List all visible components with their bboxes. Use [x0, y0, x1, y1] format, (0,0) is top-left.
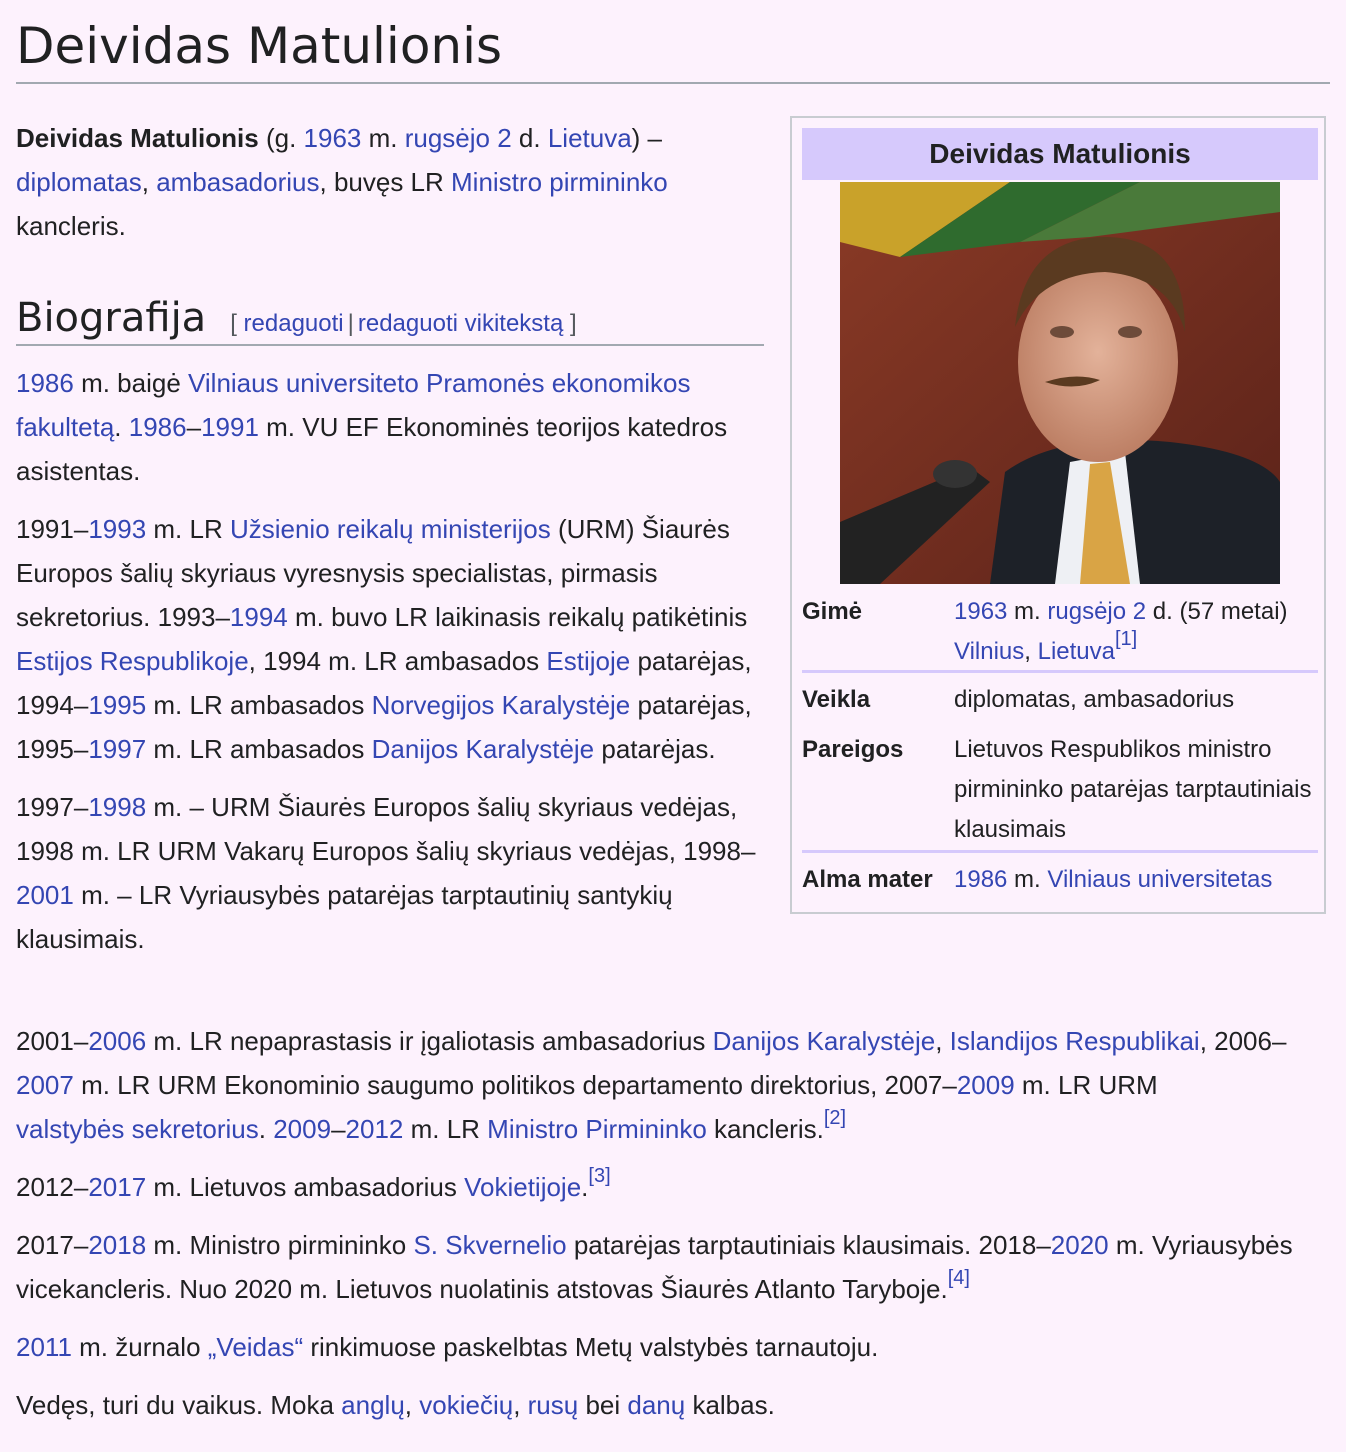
link-vu-faculty[interactable]: Vilniaus universiteto Pramonės ekonomikos fakultetą	[16, 368, 691, 442]
link-vokieciu[interactable]: vokiečių	[419, 1390, 514, 1420]
text: , 1994 m. LR ambasados	[248, 646, 547, 676]
reference-3[interactable]: [3]	[588, 1165, 611, 1187]
alma-mater-label: Alma mater	[802, 866, 933, 893]
text: patarėjas, 1995–	[16, 690, 752, 764]
text: .	[258, 1114, 274, 1144]
born-label: Gimė	[802, 598, 863, 625]
link-estijos-respublikoje[interactable]: Estijos Respublikoje	[16, 646, 249, 676]
link-birthdate[interactable]: rugsėjo 2	[404, 123, 512, 153]
text: d. (57 metai)	[1146, 598, 1288, 625]
bracket: ]	[569, 310, 577, 337]
text: m. žurnalo	[71, 1332, 208, 1362]
reference-2[interactable]: [2]	[823, 1107, 847, 1129]
reference-1[interactable]: [1]	[1115, 628, 1138, 650]
link-2007[interactable]: 2007	[16, 1070, 74, 1100]
link-estijoje[interactable]: Estijoje	[546, 646, 631, 676]
infobox-title: Deividas Matulionis	[802, 128, 1318, 180]
link-1986[interactable]: 1986	[128, 412, 187, 442]
text: –	[186, 412, 202, 442]
text: ,	[141, 167, 157, 197]
text: m. LR	[403, 1114, 488, 1144]
section-title: Biografija	[16, 295, 207, 341]
alma-mater-value	[954, 860, 1318, 900]
link-diplomatas[interactable]: diplomatas	[16, 167, 142, 197]
text: 2017–	[16, 1230, 89, 1260]
paragraph-2	[16, 507, 776, 771]
text: m. VU EF Ekonominės teorijos katedros asistentas.	[16, 412, 728, 486]
text: patarėjas.	[594, 734, 716, 764]
link-1994[interactable]: 1994	[229, 602, 288, 632]
reference-4[interactable]: [4]	[947, 1267, 970, 1289]
paragraph-3	[16, 785, 776, 961]
position-label: Pareigos	[802, 736, 904, 763]
biography-narrow	[16, 361, 776, 975]
text: m. LR URM	[1014, 1070, 1158, 1100]
text: m. – LR Vyriausybės patarėjas tarptautinių santykių klausimais.	[16, 880, 673, 954]
page-title: Deividas Matulionis	[16, 0, 1330, 84]
portrait-photo[interactable]	[840, 182, 1280, 584]
activity-label: Veikla	[802, 686, 871, 713]
infobox-divider	[802, 850, 1318, 853]
link-2017[interactable]: 2017	[88, 1172, 147, 1202]
link-2018[interactable]: 2018	[88, 1230, 147, 1260]
position-value: Lietuvos Respublikos ministro pirmininko patarėjas tarptautiniais klausimais	[954, 736, 1312, 843]
text: m. LR nepaprastasis ir įgaliotasis ambasadorius	[146, 1026, 713, 1056]
link-ministro-pirmininko[interactable]: Ministro pirmininko	[451, 167, 668, 197]
edit-source-link[interactable]: redaguoti vikitekstą	[357, 310, 564, 337]
paragraph-5	[16, 1165, 1330, 1209]
text: kancleris.	[706, 1114, 824, 1144]
link-ambasadorius[interactable]: ambasadorius	[156, 167, 320, 197]
text: m. LR ambasados	[146, 734, 372, 764]
activity-value: diplomatas, ambasadorius	[954, 686, 1235, 713]
link-islandijos[interactable]: Islandijos Respublikai	[949, 1026, 1200, 1056]
text: m.	[1007, 866, 1048, 893]
edit-link[interactable]: redaguoti	[243, 310, 344, 337]
link-norvegijos[interactable]: Norvegijos Karalystėje	[371, 690, 631, 720]
text: m. LR	[146, 514, 230, 544]
text: 1997–	[16, 792, 89, 822]
text: m. LR URM Ekonominio saugumo politikos departamento direktorius, 2007–	[73, 1070, 957, 1100]
link-urm[interactable]: Užsienio reikalų ministerijos	[229, 514, 551, 544]
text: m.	[1007, 598, 1048, 625]
text: ,	[1024, 638, 1038, 665]
text: ,	[935, 1026, 950, 1056]
biography-wide	[16, 1019, 1330, 1441]
link-rusu[interactable]: rusų	[527, 1390, 579, 1420]
text: Vedęs, turi du vaikus. Moka	[16, 1390, 342, 1420]
link-1991[interactable]: 1991	[201, 412, 259, 442]
paragraph-7	[16, 1325, 1330, 1369]
separator: |	[347, 310, 354, 337]
link-vilniaus-universitetas[interactable]: Vilniaus universitetas	[1047, 866, 1273, 893]
lead-paragraph	[16, 116, 776, 248]
born-value	[954, 592, 1318, 672]
text: patarėjas, 1994–	[16, 646, 752, 720]
text: 1991–	[16, 514, 89, 544]
subject-name: Deividas Matulionis	[16, 123, 259, 153]
text: .	[114, 412, 129, 442]
link-1986[interactable]: 1986	[16, 368, 74, 398]
link-vilnius[interactable]: Vilnius	[954, 638, 1025, 665]
link-1993[interactable]: 1993	[88, 514, 147, 544]
link-anglu[interactable]: anglų	[341, 1390, 405, 1420]
link-lietuva[interactable]: Lietuva	[547, 123, 632, 153]
link-2020[interactable]: 2020	[1050, 1230, 1109, 1260]
link-birthdate[interactable]: rugsėjo 2	[1047, 598, 1147, 625]
text: m. Lietuvos ambasadorius	[146, 1172, 465, 1202]
text: .	[581, 1172, 589, 1202]
link-danijos[interactable]: Danijos Karalystėje	[371, 734, 595, 764]
link-skvernelio[interactable]: S. Skvernelio	[413, 1230, 567, 1260]
paragraph-1	[16, 361, 776, 493]
link-1998[interactable]: 1998	[88, 792, 147, 822]
text: m. buvo LR laikinasis reikalų patikėtinis	[287, 602, 748, 632]
paragraph-4	[16, 1019, 1330, 1151]
link-vokietijoje[interactable]: Vokietijoje	[464, 1172, 582, 1202]
link-1986[interactable]: 1986	[954, 866, 1008, 893]
link-2006[interactable]: 2006	[88, 1026, 147, 1056]
paragraph-6	[16, 1223, 1330, 1311]
text: kalbas.	[685, 1390, 775, 1420]
text: –	[331, 1114, 346, 1144]
paragraph-8	[16, 1383, 1330, 1427]
link-2001[interactable]: 2001	[16, 880, 74, 910]
link-2011[interactable]: 2011	[16, 1332, 72, 1362]
text: m. Vyriausybės vicekancleris. Nuo 2020 m. Lietuvos nuolatinis atstovas Šiaurės Atlanto Taryboje.	[16, 1230, 1293, 1304]
section-heading-biografija	[16, 290, 764, 346]
text: ,	[513, 1390, 528, 1420]
text: (URM) Šiaurės Europos šalių skyriaus vyresnysis specialistas, pirmasis sekretorius. 1993–	[16, 514, 730, 632]
text: kancleris.	[16, 211, 126, 241]
link-1997[interactable]: 1997	[88, 734, 147, 764]
link-lietuva[interactable]: Lietuva	[1037, 638, 1115, 665]
bracket: [	[230, 310, 237, 337]
link-2012[interactable]: 2012	[345, 1114, 404, 1144]
text: ) –	[631, 123, 663, 153]
link-veidas[interactable]: „Veidas“	[207, 1332, 304, 1362]
link-danu[interactable]: danų	[627, 1390, 686, 1420]
link-danijos[interactable]: Danijos Karalystėje	[712, 1026, 936, 1056]
link-2009[interactable]: 2009	[956, 1070, 1015, 1100]
text: 2012–	[16, 1172, 89, 1202]
edit-section	[230, 310, 576, 337]
text: m. Ministro pirmininko	[146, 1230, 414, 1260]
text: m. baigė	[73, 368, 189, 398]
text: patarėjas tarptautiniais klausimais. 2018–	[566, 1230, 1051, 1260]
text: , buvęs LR	[319, 167, 452, 197]
text: m. LR ambasados	[146, 690, 372, 720]
text: bei	[578, 1390, 628, 1420]
text: m.	[361, 123, 405, 153]
infobox	[790, 116, 1326, 914]
infobox-divider	[802, 670, 1318, 673]
link-valstybes-sekretorius[interactable]: valstybės sekretorius	[16, 1114, 259, 1144]
link-1995[interactable]: 1995	[88, 690, 147, 720]
text: , 2006–	[1199, 1026, 1287, 1056]
link-1963[interactable]: 1963	[303, 123, 362, 153]
link-ministro-pirmininko[interactable]: Ministro Pirmininko	[487, 1114, 707, 1144]
portrait-image	[840, 182, 1280, 584]
link-1963[interactable]: 1963	[954, 598, 1008, 625]
text: 2001–	[16, 1026, 89, 1056]
text: (g.	[258, 123, 304, 153]
text: rinkimuose paskelbtas Metų valstybės tarnautoju.	[303, 1332, 879, 1362]
text: m. – URM Šiaurės Europos šalių skyriaus vedėjas, 1998 m. LR URM Vakarų Europos šalių skyriaus vedėjas, 1998–	[16, 792, 756, 866]
text: d.	[511, 123, 548, 153]
text: ,	[404, 1390, 420, 1420]
link-2009[interactable]: 2009	[273, 1114, 332, 1144]
